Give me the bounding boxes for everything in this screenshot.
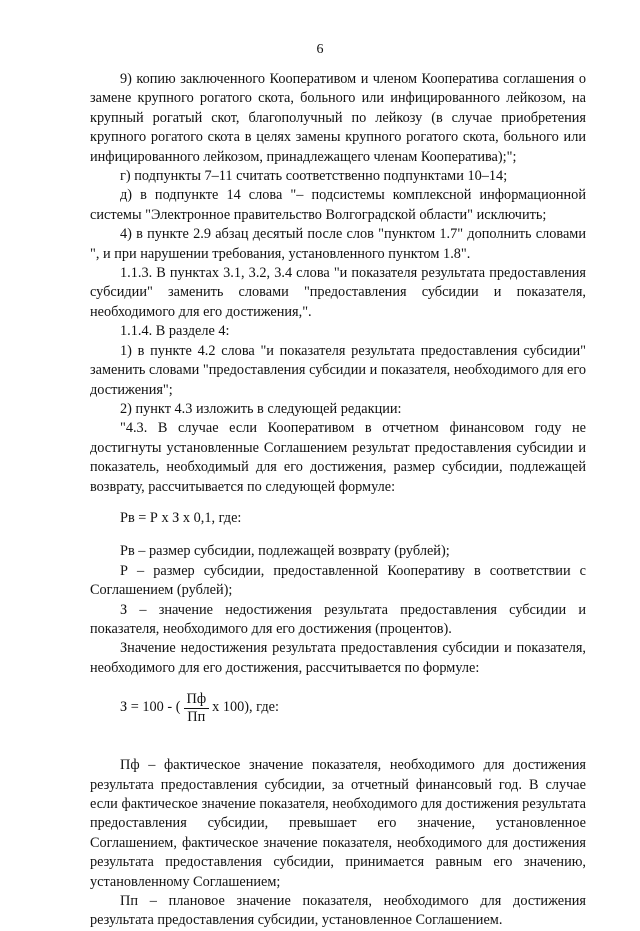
paragraph-formula-intro: Значение недостижения результата предоставления субсидии и показателя, необходимого для его достижения, рассчитывается по формуле:	[90, 640, 586, 676]
paragraph-section4-item-1: 1) в пункте 4.2 слова "и показателя результата предоставления субсидии" заменить словами "предоставления субсидии и показателя, необходимого для его достижения";	[90, 342, 586, 398]
paragraph-section4-item-2: 2) пункт 4.3 изложить в следующей редакции:	[120, 400, 402, 417]
formula-fraction	[184, 691, 210, 726]
definition-r: Р – размер субсидии, предоставленной Кооперативу в соответствии с Соглашением (рублей);	[90, 562, 586, 599]
paragraph-1-1-3: 1.1.3. В пунктах 3.1, 3.2, 3.4 слова "и показателя результата предоставления субсидии" заменить словами "предоставления субсидии и показателя, необходимого для его достижения,".	[90, 265, 586, 320]
fraction-numerator: Пф	[184, 691, 210, 709]
formula-underachievement	[90, 688, 586, 728]
page-number: 6	[316, 42, 324, 57]
definition-pf: Пф – фактическое значение показателя, необходимого для достижения результата предоставления субсидии, за отчетный финансовый год. В случае если фактическое значение показателя, необходимого для достижения результата предоставления субсидии, превышает его значение, установленное Соглашением, фактическое значение показателя, необходимого для достижения результата предоставления субсидии, принимается равным его значению, установленному Соглашением;	[90, 757, 586, 890]
document-body	[90, 70, 586, 931]
fraction-denominator: Пп	[187, 708, 206, 725]
definition-rv: Рв – размер субсидии, подлежащей возврату (рублей);	[120, 543, 450, 560]
paragraph-subitem-g: г) подпункты 7–11 считать соответственно подпунктами 10–14;	[120, 168, 508, 185]
paragraph-item-9: 9) копию заключенного Кооперативом и членом Кооператива соглашения о замене крупного рогатого скота, больного или инфицированного лейкозом, на крупный рогатый скот, благополучный по лейкозу (в случае приобретения крупного рогатого скота в целях замены крупного рогатого скота, больного или инфицированного лейкозом, принадлежащего членам Кооператива);";	[90, 71, 586, 165]
paragraph-4-3: "4.3. В случае если Кооперативом в отчетном финансовом году не достигнуты установленные Соглашением результат предоставления субсидии и показатель, необходимый для его достижения, размер субсидии, подлежащей возврату, рассчитывается по следующей формуле:	[90, 420, 586, 495]
definition-pp: Пп – плановое значение показателя, необходимого для достижения результата предоставления субсидии, установленное Соглашением.	[90, 893, 586, 929]
paragraph-item-4: 4) в пункте 2.9 абзац десятый после слов "пунктом 1.7" дополнить словами ", и при нарушении требования, установленного пунктом 1.8".	[90, 226, 586, 262]
formula-refund: Рв = Р х З х 0,1, где:	[120, 509, 242, 526]
formula-prefix: З = 100 - (	[120, 699, 181, 716]
paragraph-subitem-d: д) в подпункте 14 слова "– подсистемы комплексной информационной системы "Электронное правительство Волгоградской области" исключить;	[90, 187, 586, 223]
paragraph-1-1-4: 1.1.4. В разделе 4:	[120, 323, 230, 340]
formula-suffix: х 100), где:	[212, 699, 279, 716]
definition-z: З – значение недостижения результата предоставления субсидии и показателя, необходимого для его достижения (процентов).	[90, 601, 586, 637]
